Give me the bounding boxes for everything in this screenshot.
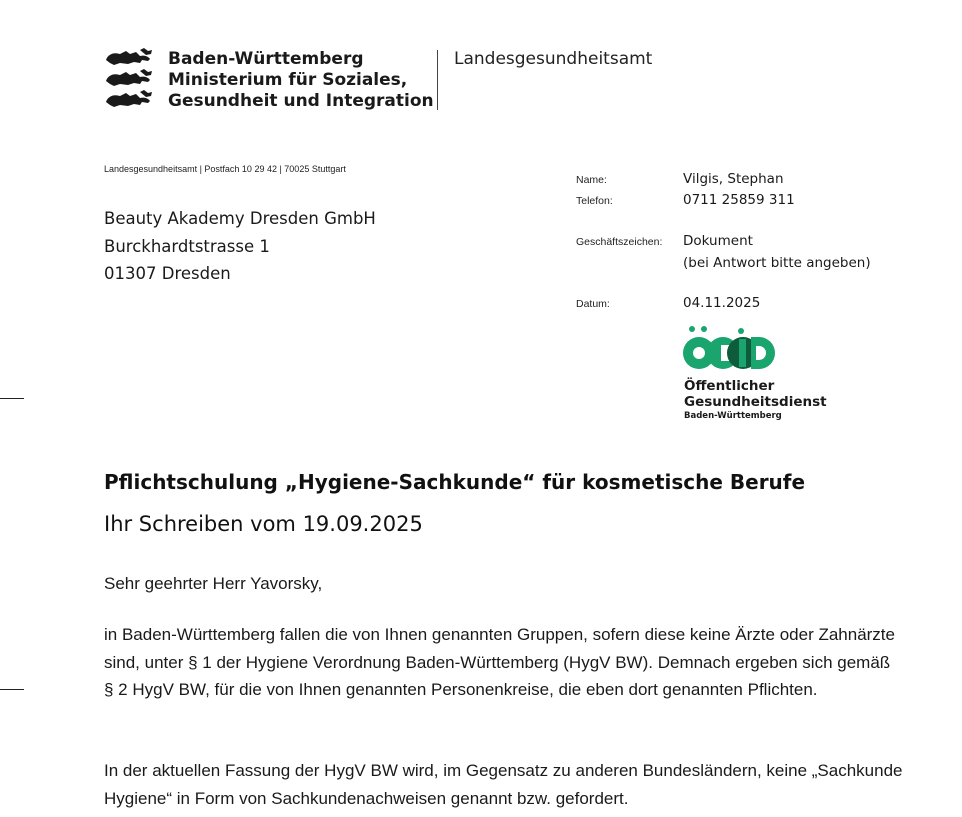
- fold-mark: [0, 398, 24, 399]
- ministry-line: Gesundheit und Integration: [168, 91, 434, 111]
- name-label: Name:: [576, 174, 607, 186]
- return-address: Landesgesundheitsamt | Postfach 10 29 42 | 70025 Stuttgart: [104, 164, 346, 174]
- ministry-line: Ministerium für Soziales,: [168, 70, 408, 90]
- date-value: 04.11.2025: [683, 295, 761, 311]
- oegd-logo-line: Baden-Württemberg: [684, 411, 782, 421]
- letter-paragraph: in Baden-Württemberg fallen die von Ihnen genannten Gruppen, sofern diese keine Ärzte oder Zahnärzte sind, unter § 1 der Hygiene Verordnung Baden-Württemberg (HygV BW). Demnach ergeben sich gemäß § 2 HygV BW, für die von Ihnen genannten Personenkreise, die eben dort genannten Pflichten.: [104, 625, 895, 700]
- oegd-logo-line: Öffentlicher: [684, 378, 775, 394]
- ministry-name: [168, 49, 434, 112]
- fold-mark: [0, 689, 24, 690]
- recipient-address: [104, 205, 376, 288]
- date-label: Datum:: [576, 298, 610, 310]
- phone-label: Telefon:: [576, 195, 613, 207]
- letter-subject: Pflichtschulung „Hygiene-Sachkunde“ für kosmetische Berufe: [104, 470, 806, 494]
- reference-note: (bei Antwort bitte angeben): [683, 255, 871, 271]
- agency-name: Landesgesundheitsamt: [454, 49, 653, 69]
- letter-paragraph: In der aktuellen Fassung der HygV BW wird, im Gegensatz zu anderen Bundesländern, keine „Sachkunde Hygiene“ in Form von Sachkundenachweisen genannt bzw. gefordert.: [104, 761, 903, 808]
- name-value: Vilgis, Stephan: [683, 171, 784, 187]
- ministry-line: Baden-Württemberg: [168, 49, 364, 69]
- recipient-line: 01307 Dresden: [104, 264, 231, 283]
- baden-wuerttemberg-lions-icon: [104, 48, 154, 112]
- reference-label: Geschäftszeichen:: [576, 236, 663, 248]
- letter-greeting: Sehr geehrter Herr Yavorsky,: [104, 574, 323, 593]
- recipient-line: Beauty Akademy Dresden GmbH: [104, 209, 376, 228]
- letter-reference: Ihr Schreiben vom 19.09.2025: [104, 512, 423, 536]
- recipient-line: Burckhardtstrasse 1: [104, 236, 270, 256]
- oegd-logo-icon: [683, 325, 778, 373]
- phone-value: 0711 25859 311: [683, 192, 795, 208]
- header-divider: [437, 50, 438, 110]
- reference-value: Dokument: [683, 233, 753, 249]
- oegd-logo-line: Gesundheitsdienst: [684, 394, 827, 410]
